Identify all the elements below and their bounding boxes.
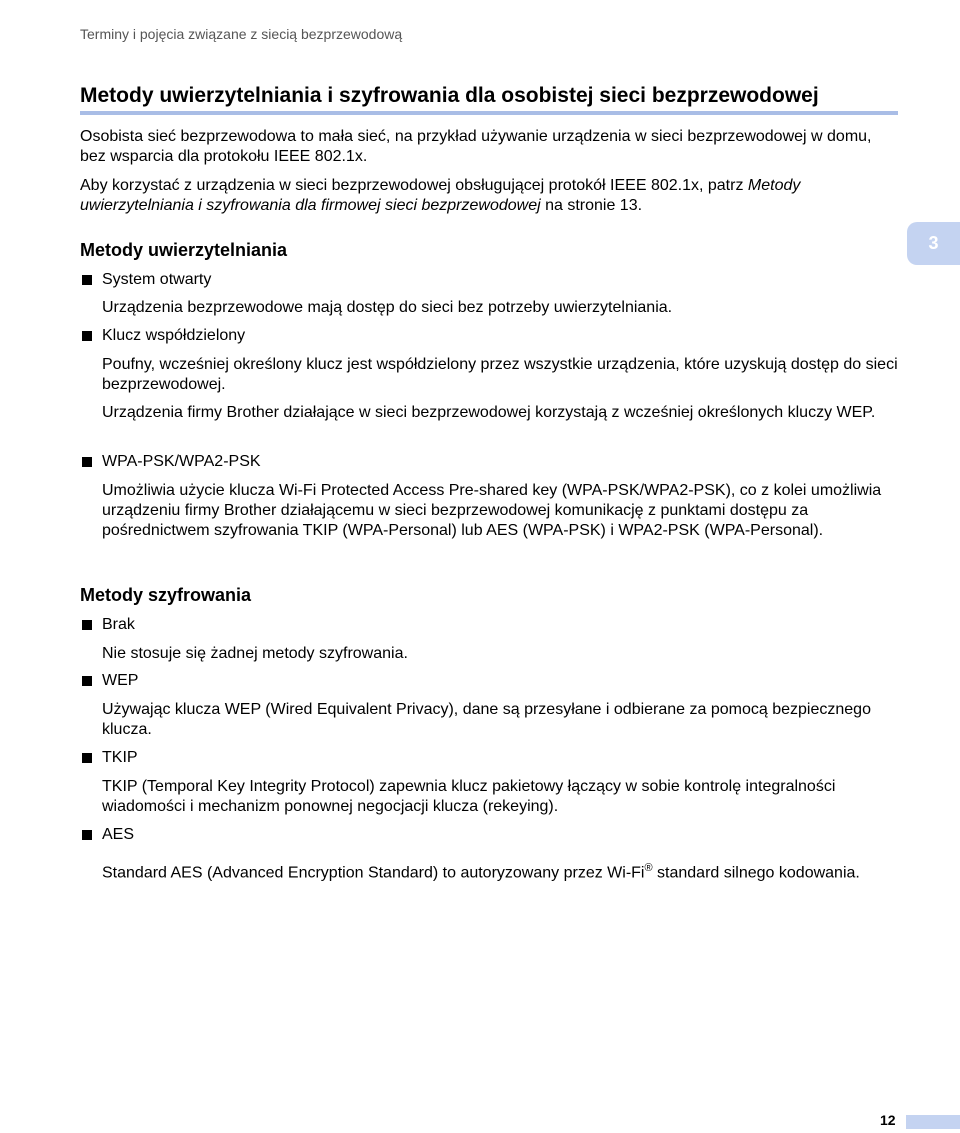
- list-item: WEP: [82, 671, 138, 691]
- list-item: Klucz współdzielony: [82, 326, 245, 346]
- cross-reference-link[interactable]: Metody uwierzytelniania i szyfrowania dla firmowej sieci bezprzewodowej: [80, 177, 801, 214]
- bullet-square-icon: [82, 620, 92, 630]
- list-item: AES: [82, 825, 134, 845]
- bullet-square-icon: [82, 331, 92, 341]
- bullet-square-icon: [82, 830, 92, 840]
- auth-heading: Metody uwierzytelniania: [80, 240, 288, 260]
- list-item: TKIP: [82, 748, 138, 768]
- item-description: Standard AES (Advanced Encryption Standard) to autoryzowany przez Wi-Fi® standard silnego kodowania.: [102, 862, 860, 882]
- item-description: Urządzenia firmy Brother działające w sieci bezprzewodowej korzystają z wcześniej określonych kluczy WEP.: [102, 404, 876, 421]
- item-description: Urządzenia bezprzewodowe mają dostęp do sieci bez potrzeby uwierzytelniania.: [102, 299, 673, 316]
- title-rule: [80, 111, 898, 115]
- bullet-square-icon: [82, 676, 92, 686]
- intro-paragraph-1: Osobista sieć bezprzewodowa to mała sieć, na przykład używanie urządzenia w sieci bezprzewodowej w domu, bez wsparcia dla protokołu IEEE 802.1x.: [80, 128, 872, 165]
- item-description: Poufny, wcześniej określony klucz jest współdzielony przez wszystkie urządzenia, które uzyskują dostęp do sieci bezprzewodowej.: [102, 356, 898, 393]
- intro-paragraph-2: Aby korzystać z urządzenia w sieci bezprzewodowej obsługującej protokół IEEE 802.1x, patrz Metody uwierzytelniania i szyfrowania dla firmowej sieci bezprzewodowej na stronie 13.: [80, 177, 801, 214]
- list-item: System otwarty: [82, 270, 211, 290]
- item-description: Umożliwia użycie klucza Wi-Fi Protected Access Pre-shared key (WPA-PSK/WPA2-PSK), co z kolei umożliwia urządzeniu firmy Brother działającemu w sieci bezprzewodowej komunikację z punktami dostępu za pośrednictwem szyfrowania TKIP (WPA-Personal) lub AES (WPA-PSK) i WPA2-PSK (WPA-Personal).: [102, 482, 882, 539]
- running-header: Terminy i pojęcia związane z siecią bezprzewodową: [80, 26, 403, 42]
- list-item: WPA-PSK/WPA2-PSK: [82, 452, 261, 472]
- item-description: Używając klucza WEP (Wired Equivalent Privacy), dane są przesyłane i odbierane za pomocą bezpiecznego klucza.: [102, 701, 871, 738]
- page-number: 12: [880, 1112, 896, 1128]
- item-description: Nie stosuje się żadnej metody szyfrowania.: [102, 645, 408, 662]
- chapter-tab: 3: [907, 222, 960, 265]
- registered-mark: ®: [644, 862, 653, 874]
- bullet-square-icon: [82, 457, 92, 467]
- item-description: TKIP (Temporal Key Integrity Protocol) zapewnia klucz pakietowy łączący w sobie kontrolę integralności wiadomości i mechanizm ponownej negocjacji klucza (rekeying).: [102, 778, 836, 815]
- enc-heading: Metody szyfrowania: [80, 585, 252, 605]
- bullet-square-icon: [82, 275, 92, 285]
- section-title: Metody uwierzytelniania i szyfrowania dla osobistej sieci bezprzewodowej: [80, 84, 819, 107]
- list-item: Brak: [82, 615, 135, 635]
- bullet-square-icon: [82, 753, 92, 763]
- page-bar: [906, 1115, 960, 1129]
